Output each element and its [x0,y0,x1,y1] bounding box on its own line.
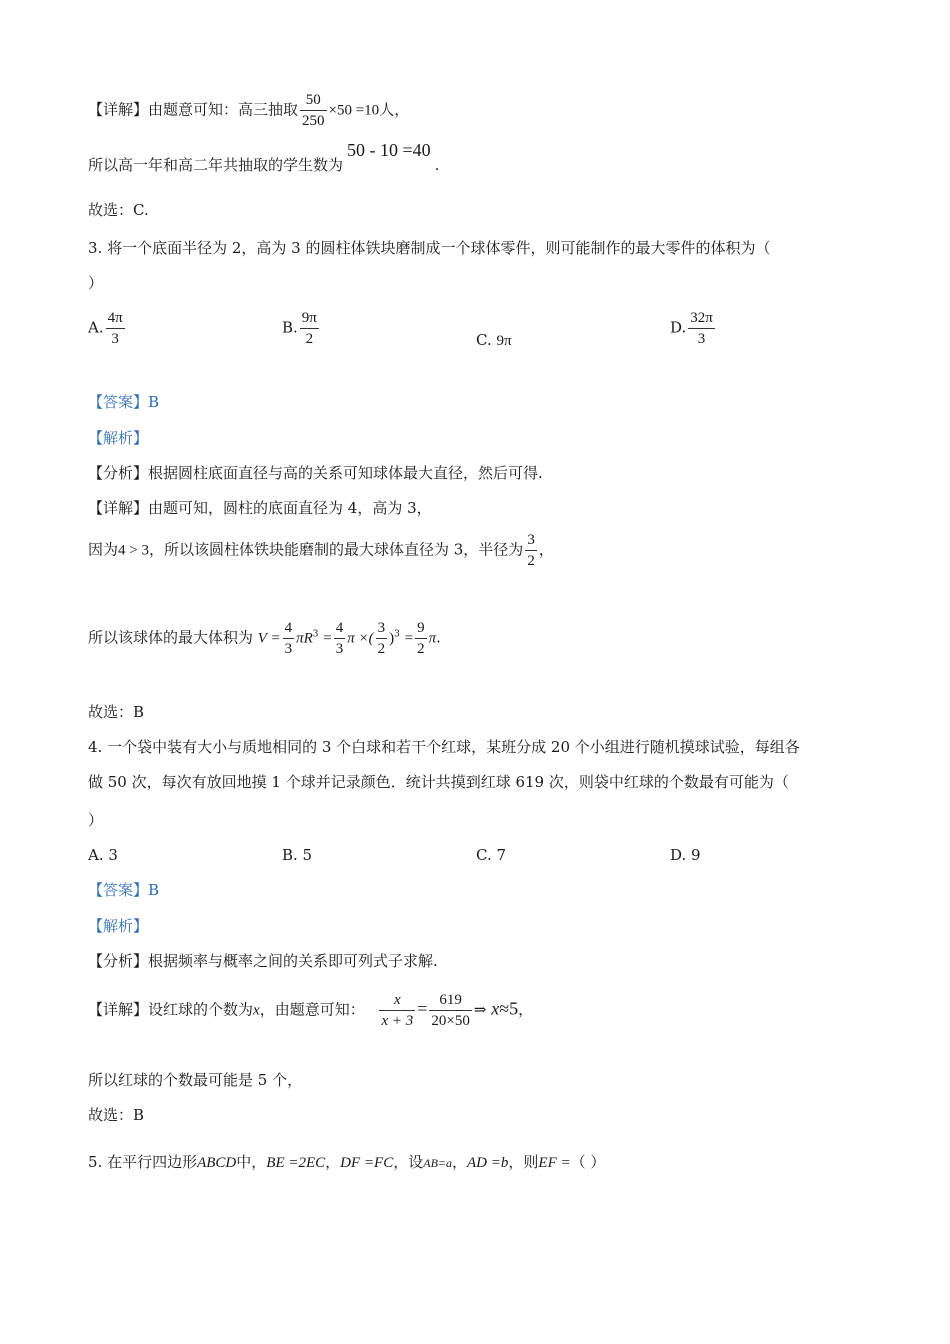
q4-stem-line-2: 做 50 次，每次有放回地摸 1 个球并记录颜色．统计共摸到红球 619 次，则袋中红球的个数最有可能为（ [88,773,789,791]
q3-analysis: 【分析】根据圆柱底面直径与高的关系可知球体最大直径，然后可得. [88,464,543,482]
choice-line-1: 故选：C. [88,201,149,219]
q4-choice: 故选：B [88,1106,145,1124]
q4-conclusion: 所以红球的个数最可能是 5 个， [88,1071,303,1089]
q3-option-a: A. $\frac{4\pi}{3}$ [88,310,123,347]
q4-option-a: A. 3 [88,846,118,864]
q3-answer: 【答案】B [88,393,160,411]
q3-volume: 所以该球体的最大体积为 V = $\frac{4}{3}$ $\pi R^3$ = $\frac{4}{3}$ π ×( $\frac{3}{2}$ )$^3$ = $\frac{9}{2}$ π. [88,620,441,657]
q4-stem-line-1: 4. 一个袋中装有大小与质地相同的 3 个白球和若干个红球，某班分成 20 个小组进行随机摸球试验，每组各 [88,738,800,756]
q3-stem-line-1: 3. 将一个底面半径为 2，高为 3 的圆柱体铁块磨制成一个球体零件，则可能制作的最大零件的体积为（ [88,239,771,257]
detail-line-1: 【详解】由题意可知：高三抽取 $\frac{50}{250}$ ×50 =10人， [88,92,410,129]
q5-stem: 5. 在平行四边形ABCD中，BE =2EC，DF =FC，设AB=a，AD =b，则EF =（ ） [88,1153,606,1171]
q4-stem-line-3: ） [88,811,104,829]
q3-choice: 故选：B [88,703,145,721]
q3-option-c: C. 9π [476,331,512,349]
q4-answer: 【答案】B [88,881,160,899]
q4-option-d: D. 9 [670,846,701,864]
fraction: $\frac{50}{250}$ [302,92,325,129]
q3-stem-line-2: ） [88,274,104,292]
q3-reason: 因为4 > 3，所以该圆柱体铁块能磨制的最大球体直径为 3，半径为 $\frac{3}{2}$ ， [88,532,554,569]
q3-jiexi: 【解析】 [88,429,149,447]
detail-line-2: 所以高一年和高二年共抽取的学生数为50 - 10 =40. [88,140,440,174]
q3-detail: 【详解】由题可知，圆柱的底面直径为 4，高为 3， [88,499,432,517]
q4-option-b: B. 5 [282,846,313,864]
q4-option-c: C. 7 [476,846,507,864]
q3-option-b: B. $\frac{9\pi}{2}$ [282,310,317,347]
q4-detail: 【详解】设红球的个数为x，由题意可知： $\frac{x}{x + 3}$ = $\frac{619}{20\times 50}$ ⇒ x≈5， [88,992,534,1029]
q4-analysis: 【分析】根据频率与概率之间的关系即可列式子求解. [88,952,438,970]
q3-option-d: D. $\frac{32\pi}{3}$ [670,310,713,347]
q4-jiexi: 【解析】 [88,917,149,935]
